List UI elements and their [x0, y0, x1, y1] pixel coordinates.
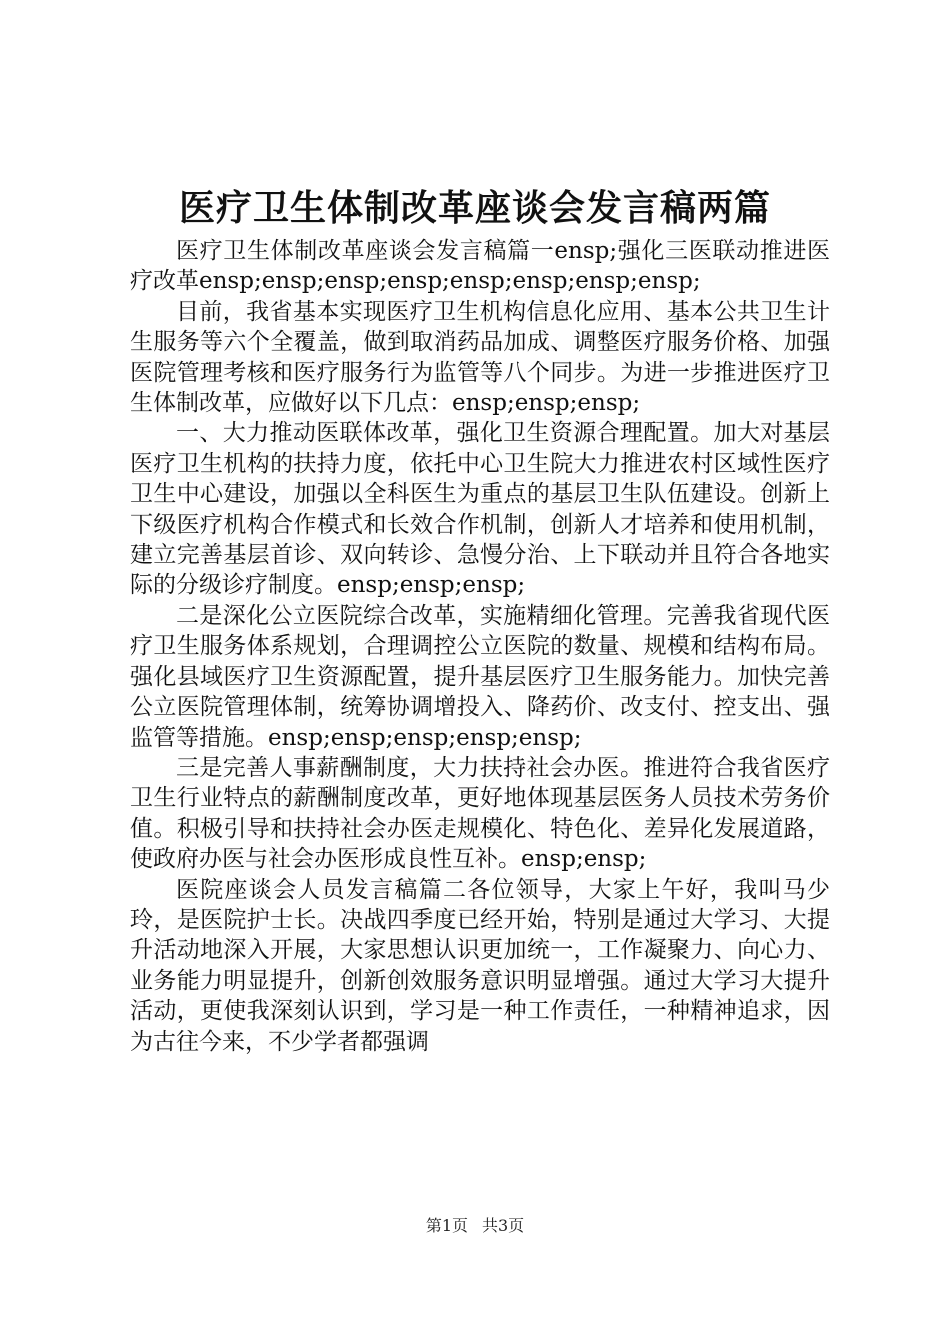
paragraph-1: 医疗卫生体制改革座谈会发言稿篇一ensp;强化三医联动推进医疗改革ensp;ensp;ensp;ensp;ensp;ensp;ensp;ensp;: [130, 238, 830, 295]
document-body: [130, 236, 830, 1186]
paragraph-6: 医院座谈会人员发言稿篇二各位领导，大家上午好，我叫马少玲，是医院护士长。决战四季度已经开始，特别是通过大学习、大提升活动地深入开展，大家思想认识更加统一，工作凝聚力、向心力、业务能力明显提升，创新创效服务意识明显增强。通过大学习大提升活动，更使我深刻认识到，学习是一种工作责任，一种精神追求，因为古往今来，不少学者都强调: [130, 876, 830, 1055]
paragraph-3: 一、大力推动医联体改革，强化卫生资源合理配置。加大对基层医疗卫生机构的扶持力度，依托中心卫生院大力推进农村区域性医疗卫生中心建设，加强以全科医生为重点的基层卫生队伍建设。创新上下级医疗机构合作模式和长效合作机制，创新人才培养和使用机制，建立完善基层首诊、双向转诊、急慢分治、上下联动并且符合各地实际的分级诊疗制度。ensp;ensp;ensp;: [130, 420, 830, 599]
document-title: 医疗卫生体制改革座谈会发言稿两篇: [178, 188, 771, 229]
paragraph-2: 目前，我省基本实现医疗卫生机构信息化应用、基本公共卫生计生服务等六个全覆盖，做到取消药品加成、调整医疗服务价格、加强医院管理考核和医疗服务行为监管等八个同步。为进一步推进医疗卫生体制改革，应做好以下几点：ensp;ensp;ensp;: [130, 298, 830, 417]
paragraph-4: 二是深化公立医院综合改革，实施精细化管理。完善我省现代医疗卫生服务体系规划，合理调控公立医院的数量、规模和结构布局。强化县域医疗卫生资源配置，提升基层医疗卫生服务能力。加快完善公立医院管理体制，统筹协调增投入、降药价、改支付、控支出、强监管等措施。ensp;ensp;ensp;ensp;ensp;: [130, 602, 830, 751]
page-footer: [0, 1215, 950, 1237]
page-total: 共3页: [482, 1216, 525, 1235]
paragraph-5: 三是完善人事薪酬制度，大力扶持社会办医。推进符合我省医疗卫生行业特点的薪酬制度改革，更好地体现基层医务人员技术劳务价值。积极引导和扶持社会办医走规模化、特色化、差异化发展道路，使政府办医与社会办医形成良性互补。ensp;ensp;: [130, 754, 830, 873]
page-number: 第1页: [425, 1216, 468, 1235]
